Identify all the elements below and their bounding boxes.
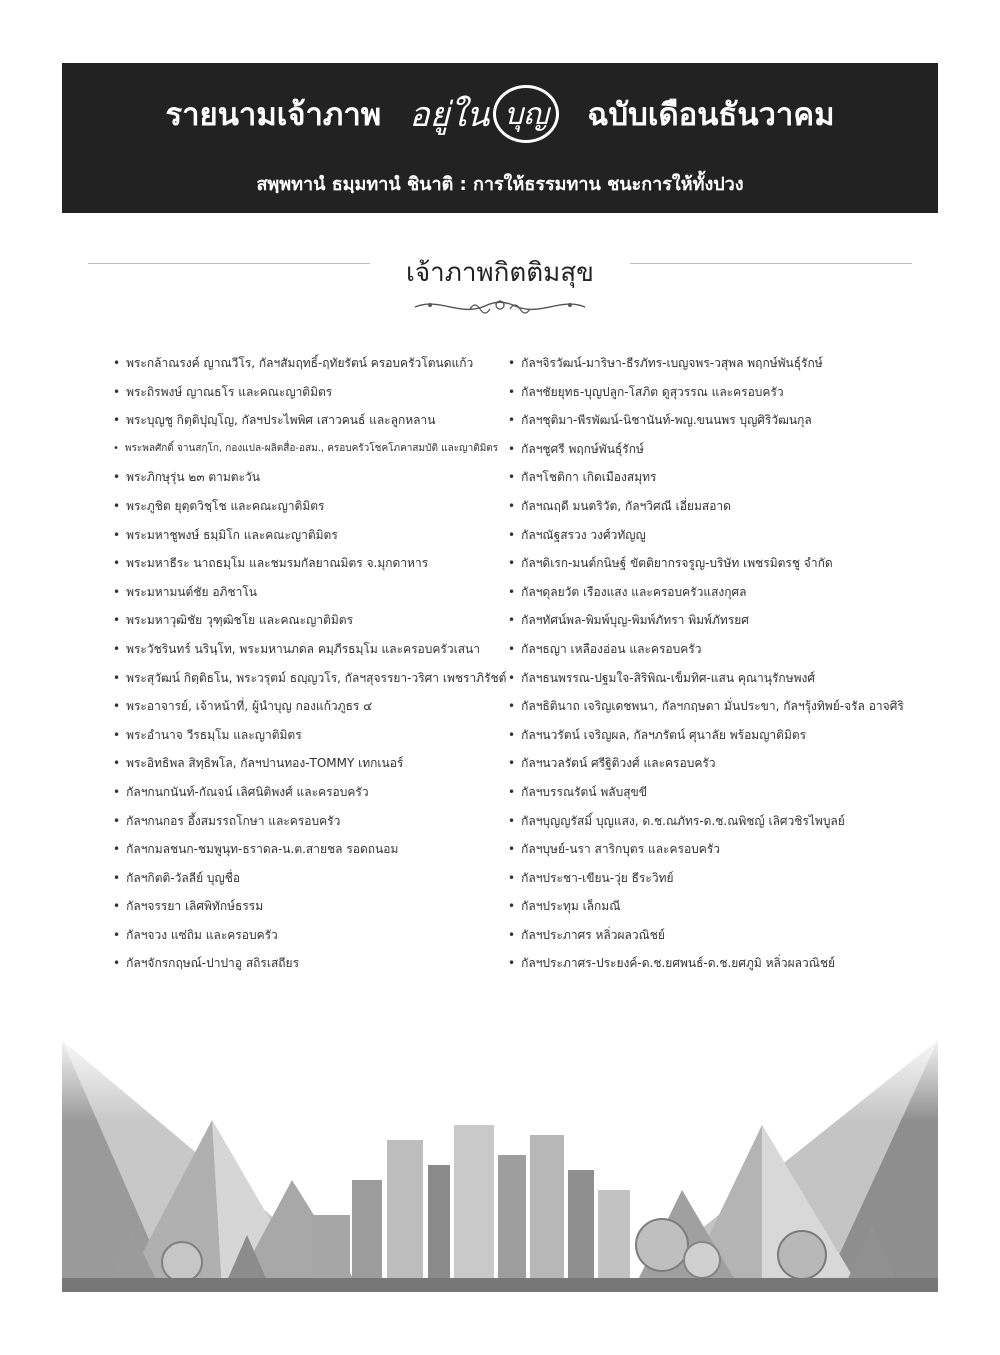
section-rule-right	[630, 263, 912, 264]
title-left: รายนามเจ้าภาพ	[165, 97, 382, 133]
left-donor-item: • กัลฯกมลชนก-ชมพูนุท-ธราดล-น.ต.สายชล รอดถนอม	[113, 835, 513, 864]
left-donor-item: • กัลฯจรรยา เลิศพิทักษ์ธรรม	[113, 892, 513, 921]
magazine-logo	[409, 85, 559, 143]
left-donor-item: • พระภิกษุรุ่น ๒๓ ตามตะวัน	[113, 463, 513, 492]
left-donor-item: • กัลฯจักรกฤษณ์-ปาปาอู สถิรเสถียร	[113, 949, 513, 978]
right-donor-item: • กัลฯประภาศร-ประยงค์-ด.ช.ยศพนธ์-ด.ช.ยศภูมิ หลิ่วผลวณิชย์	[508, 949, 928, 978]
logo-text-part2: บุญ	[493, 85, 559, 143]
right-donor-item: • กัลฯดิเรก-มนต์กนิษฐ์ ขัตติยากรจรูญ-บริษัท เพชรมิตรชู จำกัด	[508, 549, 928, 578]
left-donor-item: • พระอาจารย์, เจ้าหน้าที่, ผู้นำบุญ กองแก้วภูธร ๔	[113, 692, 513, 721]
left-donor-item: • กัลฯจวง แซ่ถิม และครอบครัว	[113, 921, 513, 950]
right-donor-item: • กัลฯธนพรรณ-ปฐมใจ-สิริพิณ-เข็มทิศ-แสน คุณานุรักษพงศ์	[508, 664, 928, 693]
left-donor-item: • พระมหาวุฒิชัย วุฑฺฒิชโย และคณะญาติมิตร	[113, 606, 513, 635]
right-donor-item: • กัลฯนวรัตน์ เจริญผล, กัลฯภรัตน์ ศุนาลัย พร้อมญาติมิตร	[508, 721, 928, 750]
right-donor-item: • กัลฯประทุม เล็กมณี	[508, 892, 928, 921]
right-donor-item: • กัลฯชุติมา-พีรพัฒน์-นิชานันท์-พญ.ขนนพร บุญศิริวัฒนกุล	[508, 406, 928, 435]
right-donor-item: • กัลฯชูศรี พฤกษ์พันธุ์รักษ์	[508, 435, 928, 464]
title-right: ฉบับเดือนธันวาคม	[587, 97, 835, 133]
right-donor-item: • กัลฯจิรวัฒน์-มาริษา-ธีรภัทร-เบญจพร-วสุพล พฤกษ์พันธุ์รักษ์	[508, 349, 928, 378]
right-donor-item: • กัลฯบุญญรัสมิ์ บุญแสง, ด.ช.ณภัทร-ด.ช.ณพิชญ์ เลิศวชิรไพบูลย์	[508, 807, 928, 836]
header-banner	[62, 63, 938, 213]
section-title: เจ้าภาพกิตติมสุข	[406, 258, 594, 288]
header-subtitle: สพฺพทานํ ธมฺมทานํ ชินาติ : การให้ธรรมทาน ชนะการให้ทั้งปวง	[256, 174, 744, 195]
left-donor-item: • พระมหาธีระ นาถธมฺโม และชมรมกัลยาณมิตร จ.มุกดาหาร	[113, 549, 513, 578]
donor-list-left	[113, 349, 513, 978]
right-donor-item: • กัลฯธญา เหลืองอ่อน และครอบครัว	[508, 635, 928, 664]
pyramid-city-illustration	[62, 1030, 938, 1292]
right-donor-item: • กัลฯประภาศร หลิ่วผลวณิชย์	[508, 921, 928, 950]
left-donor-item: • พระอิทธิพล สิทฺธิพโล, กัลฯปานทอง-TOMMY เทกเนอร์	[113, 749, 513, 778]
right-donor-item: • กัลฯณฤดี มนตริวัต, กัลฯวิศณี เอี่ยมสอาด	[508, 492, 928, 521]
right-donor-item: • กัลฯนวลรัตน์ ศรีฐิติวงศ์ และครอบครัว	[508, 749, 928, 778]
left-donor-item: • พระบุญชู กิตฺติปุญฺโญ, กัลฯประไพพิศ เสาวคนธ์ และลูกหลาน	[113, 406, 513, 435]
ornament-divider-icon	[410, 293, 590, 319]
right-donor-item: • กัลฯชัยยุทธ-บุญปลูก-โสภิต ดูสุวรรณ และครอบครัว	[508, 378, 928, 407]
right-donor-item: • กัลฯณัฐสรวง วงศ์วทัญญู	[508, 521, 928, 550]
left-donor-item: • พระถิรพงษ์ ญาณธโร และคณะญาติมิตร	[113, 378, 513, 407]
left-donor-item: • กัลฯกิตติ-วัลลีย์ บุญชื่อ	[113, 864, 513, 893]
right-donor-item: • กัลฯธิตินาถ เจริญเดชพนา, กัลฯกฤษดา มั่นประขา, กัลฯรุ้งทิพย์-จรัล อาจศิริ	[508, 692, 928, 721]
right-donor-item: • กัลฯบุษย์-นรา สาริกบุตร และครอบครัว	[508, 835, 928, 864]
left-donor-item: • พระกล้าณรงค์ ญาณวีโร, กัลฯสัมฤทธิ์-ฤทัยรัตน์ ครอบครัวโตนดแก้ว	[113, 349, 513, 378]
right-donor-item: • กัลฯทัศน์พล-พิมพ์บุญ-พิมพ์ภัทรา พิมพ์ภัทรยศ	[508, 606, 928, 635]
right-donor-item: • กัลฯบรรณรัตน์ พลับสุขขี	[508, 778, 928, 807]
left-donor-item: • กัลฯกนกอร อึ้งสมรรถโกษา และครอบครัว	[113, 807, 513, 836]
right-donor-item: • กัลฯโชติกา เกิดเมืองสมุทร	[508, 463, 928, 492]
left-donor-item: • พระมหาชูพงษ์ ธมฺมิโก และคณะญาติมิตร	[113, 521, 513, 550]
left-donor-item: • พระวัชรินทร์ นรินฺโท, พระมหานภดล คมฺภีรธมฺโม และครอบครัวเสนา	[113, 635, 513, 664]
left-donor-item: • พระภูชิต ยุตฺตวิชฺโช และคณะญาติมิตร	[113, 492, 513, 521]
logo-text-part1: อยู่ใน	[409, 95, 490, 135]
title-row	[62, 85, 938, 143]
left-donor-item: • พระพลศักดิ์ จานสกฺโก, กองแปล-ผลิตสื่อ-อสม., ครอบครัวโชคโภคาสมบัติ และญาติมิตร	[113, 435, 513, 464]
donor-list-right	[508, 349, 928, 978]
left-donor-item: • พระอำนาจ วีรธมฺโม และญาติมิตร	[113, 721, 513, 750]
left-donor-item: • พระสุวัฒน์ กิตฺติธโน, พระวรุตม์ ธญฺญวโร, กัลฯสุจรรยา-วริศา เพชราภิรัชต์	[113, 664, 513, 693]
right-donor-item: • กัลฯประชา-เขียน-วุ่ย ธีระวิทย์	[508, 864, 928, 893]
left-donor-item: • กัลฯกนกนันท์-กัณจน์ เลิศนิติพงศ์ และครอบครัว	[113, 778, 513, 807]
right-donor-item: • กัลฯดุลยวัต เรืองแสง และครอบครัวแสงกุศล	[508, 578, 928, 607]
left-donor-item: • พระมหามนต์ชัย อภิชาโน	[113, 578, 513, 607]
